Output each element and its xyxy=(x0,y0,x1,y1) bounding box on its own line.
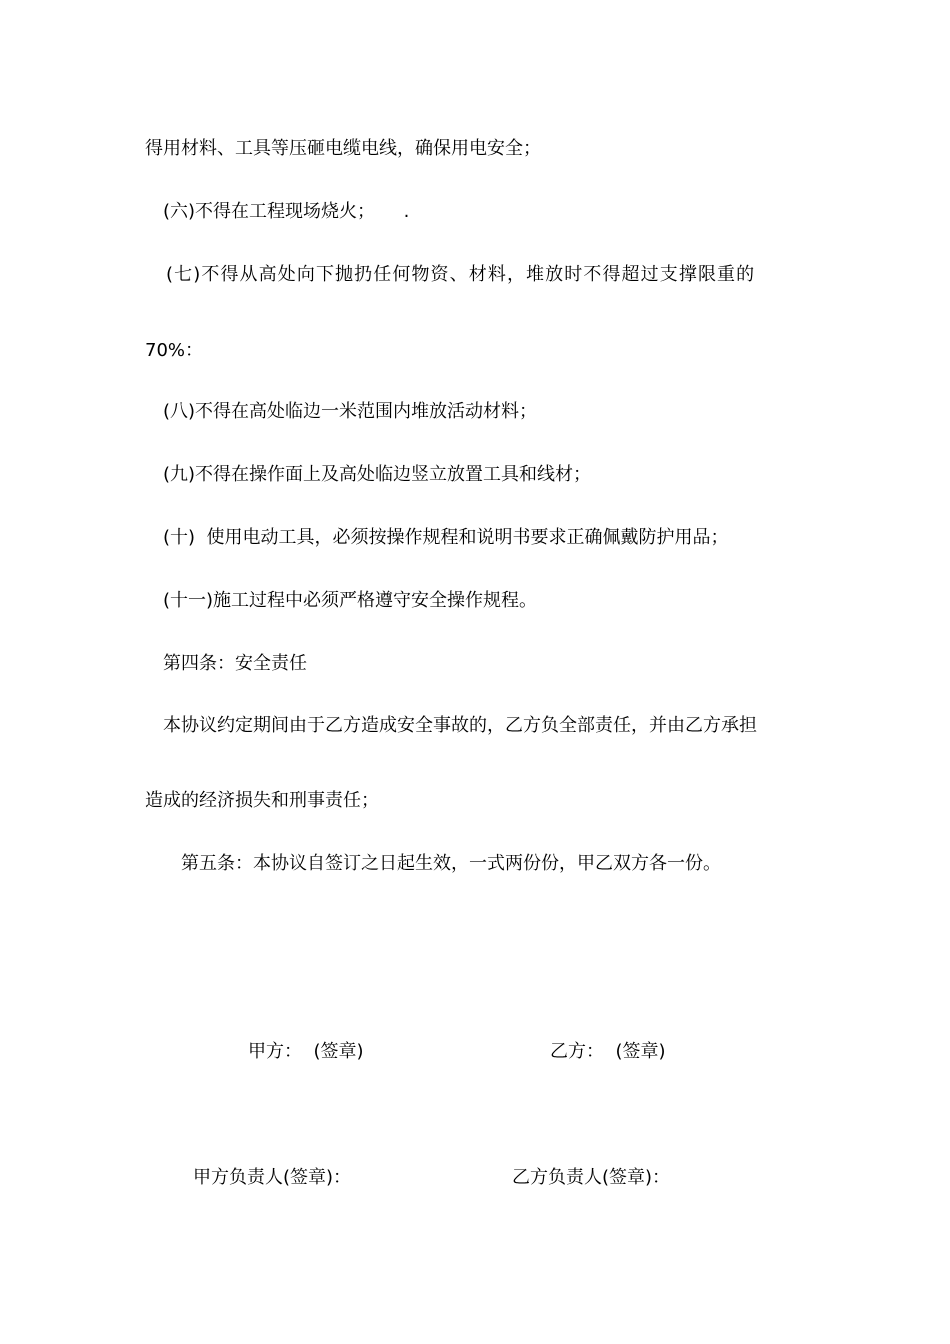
party-a-representative: 甲方负责人(签章)： xyxy=(193,1167,352,1188)
text-line-3: (七)不得从高处向下抛扔任何物资、材料，堆放时不得超过支撑限重的 xyxy=(166,264,756,285)
text-line-4: 70%： xyxy=(145,340,204,361)
text-line-10: 本协议约定期间由于乙方造成安全事故的，乙方负全部责任，并由乙方承担 xyxy=(163,715,757,736)
text-line-11: 造成的经济损失和刑事责任； xyxy=(145,790,379,811)
text-line-8: (十一)施工过程中必须严格遵守安全操作规程。 xyxy=(163,590,538,611)
text-line-1: 得用材料、工具等压砸电缆电线，确保用电安全； xyxy=(145,138,541,159)
text-line-2: (六)不得在工程现场烧火； . xyxy=(163,201,410,222)
party-a-seal: 甲方： (签章) xyxy=(248,1041,364,1062)
party-b-representative: 乙方负责人(签章)： xyxy=(512,1167,671,1188)
section-heading-5: 第五条：本协议自签订之日起生效，一式两份份，甲乙双方各一份。 xyxy=(181,853,721,874)
section-heading-4: 第四条：安全责任 xyxy=(163,653,307,674)
party-b-seal: 乙方： (签章) xyxy=(550,1041,666,1062)
text-line-7: (十) 使用电动工具，必须按操作规程和说明书要求正确佩戴防护用品； xyxy=(163,527,729,548)
text-line-6: (九)不得在操作面上及高处临边竖立放置工具和线材； xyxy=(163,464,592,485)
text-line-5: (八)不得在高处临边一米范围内堆放活动材料； xyxy=(163,401,538,422)
